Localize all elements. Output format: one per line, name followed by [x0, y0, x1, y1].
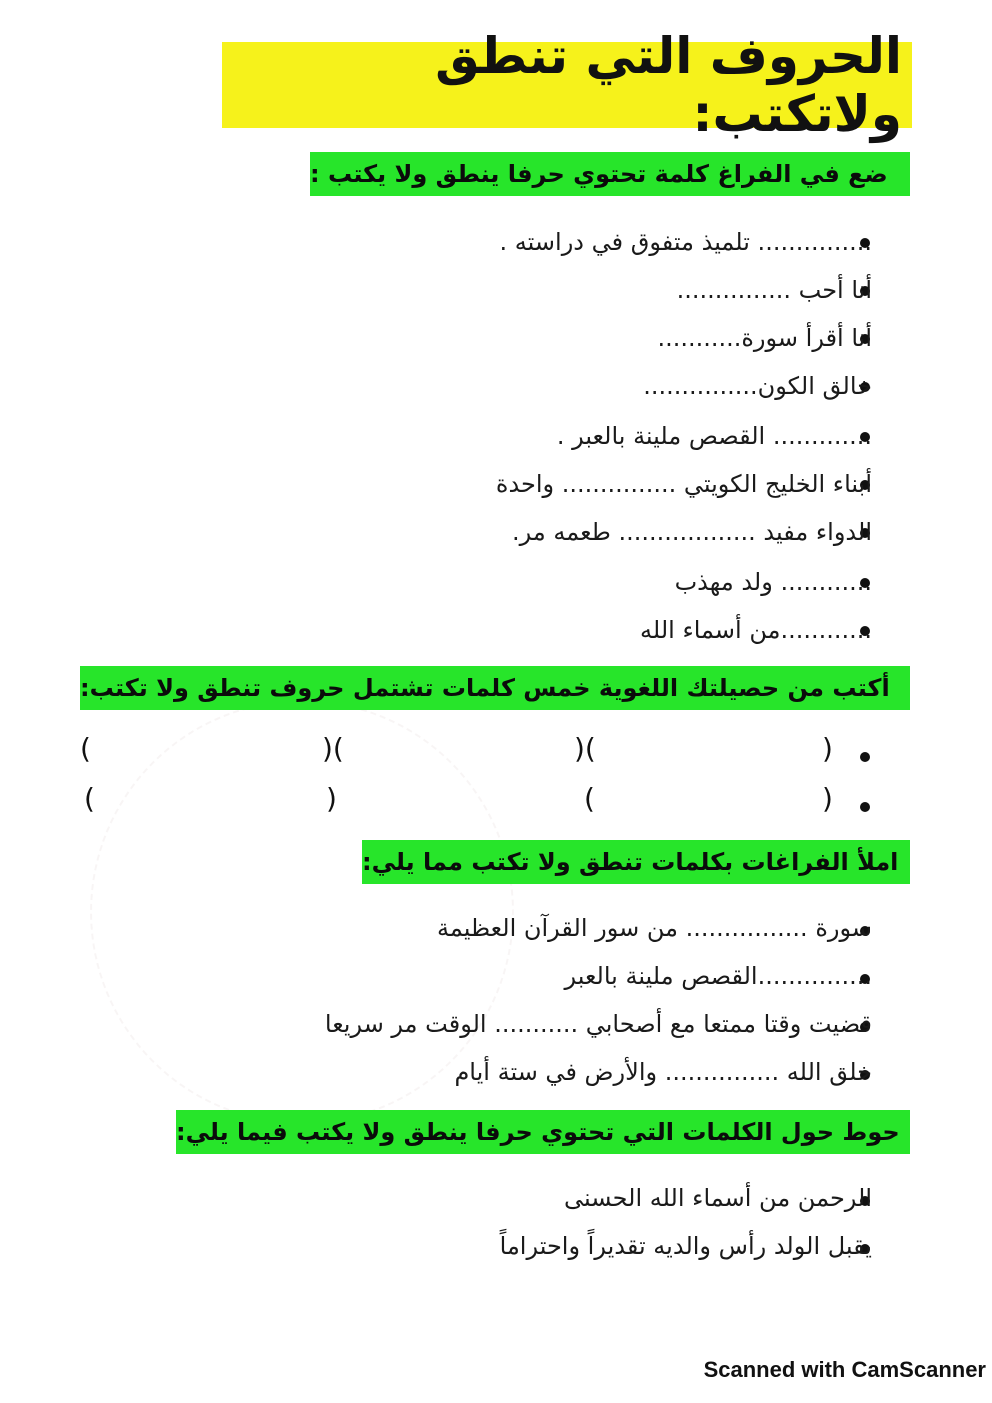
section-3-heading: املأ الفراغات بكلمات تنطق ولا تكتب مما يلي: [362, 840, 910, 884]
page-title: الحروف التي تنطق ولاتكتب: [222, 42, 912, 128]
scanner-footer: Scanned with CamScanner [703, 1357, 986, 1382]
paren-row-2 [80, 782, 840, 822]
s1-item-5: ............. القصص ملينة بالعبر . [556, 422, 872, 450]
s4-item-2: يقبل الولد رأس والديه تقديراً واحتراماً [499, 1232, 872, 1260]
s3-item-3: قضيت وقتا ممتعا مع أصحابي ........... الوقت مر سريعا [324, 1010, 872, 1038]
s1-item-6: أبناء الخليج الكويتي ............... واحدة [495, 470, 872, 498]
s3-item-2: ...............القصص ملينة بالعبر [564, 962, 872, 990]
paren: ( [84, 782, 95, 815]
section-1-heading: ضع في الفراغ كلمة تحتوي حرفا ينطق ولا يكتب : [310, 152, 910, 196]
paren: ) [822, 782, 833, 815]
bullet-icon [860, 752, 870, 762]
section-2-heading: أكتب من حصيلتك اللغوية خمس كلمات تشتمل حروف تنطق ولا تكتب: [80, 666, 910, 710]
paren-row-1 [80, 732, 840, 772]
s4-item-1: الرحمن من أسماء الله الحسنى [563, 1184, 872, 1212]
s1-item-2: أنا أحب ............... [676, 276, 872, 304]
paren: )( [574, 732, 596, 765]
paren: ( [584, 782, 595, 815]
paren: ( [80, 732, 91, 765]
bullet-icon [860, 802, 870, 812]
s1-item-8: ............ ولد مهذب [674, 568, 872, 596]
section-4-heading: حوط حول الكلمات التي تحتوي حرفا ينطق ولا يكتب فيما يلي: [176, 1110, 910, 1154]
s1-item-7: الدواء مفيد .................. طعمه مر. [512, 518, 872, 546]
s1-item-9: ............من أسماء الله [640, 616, 872, 644]
s1-item-3: أنا أقرأ سورة........... [657, 324, 872, 352]
paren: )( [322, 732, 344, 765]
paren: ) [822, 732, 833, 765]
s1-item-4: خالق الكون............... [643, 372, 872, 400]
s1-item-1: ............... تلميذ متفوق في دراسته . [499, 228, 872, 256]
paren: ) [326, 782, 337, 815]
s3-item-1: سورة ................ من سور القرآن العظيمة [437, 914, 872, 942]
s3-item-4: خلق الله ............... والأرض في ستة أيام [454, 1058, 872, 1086]
